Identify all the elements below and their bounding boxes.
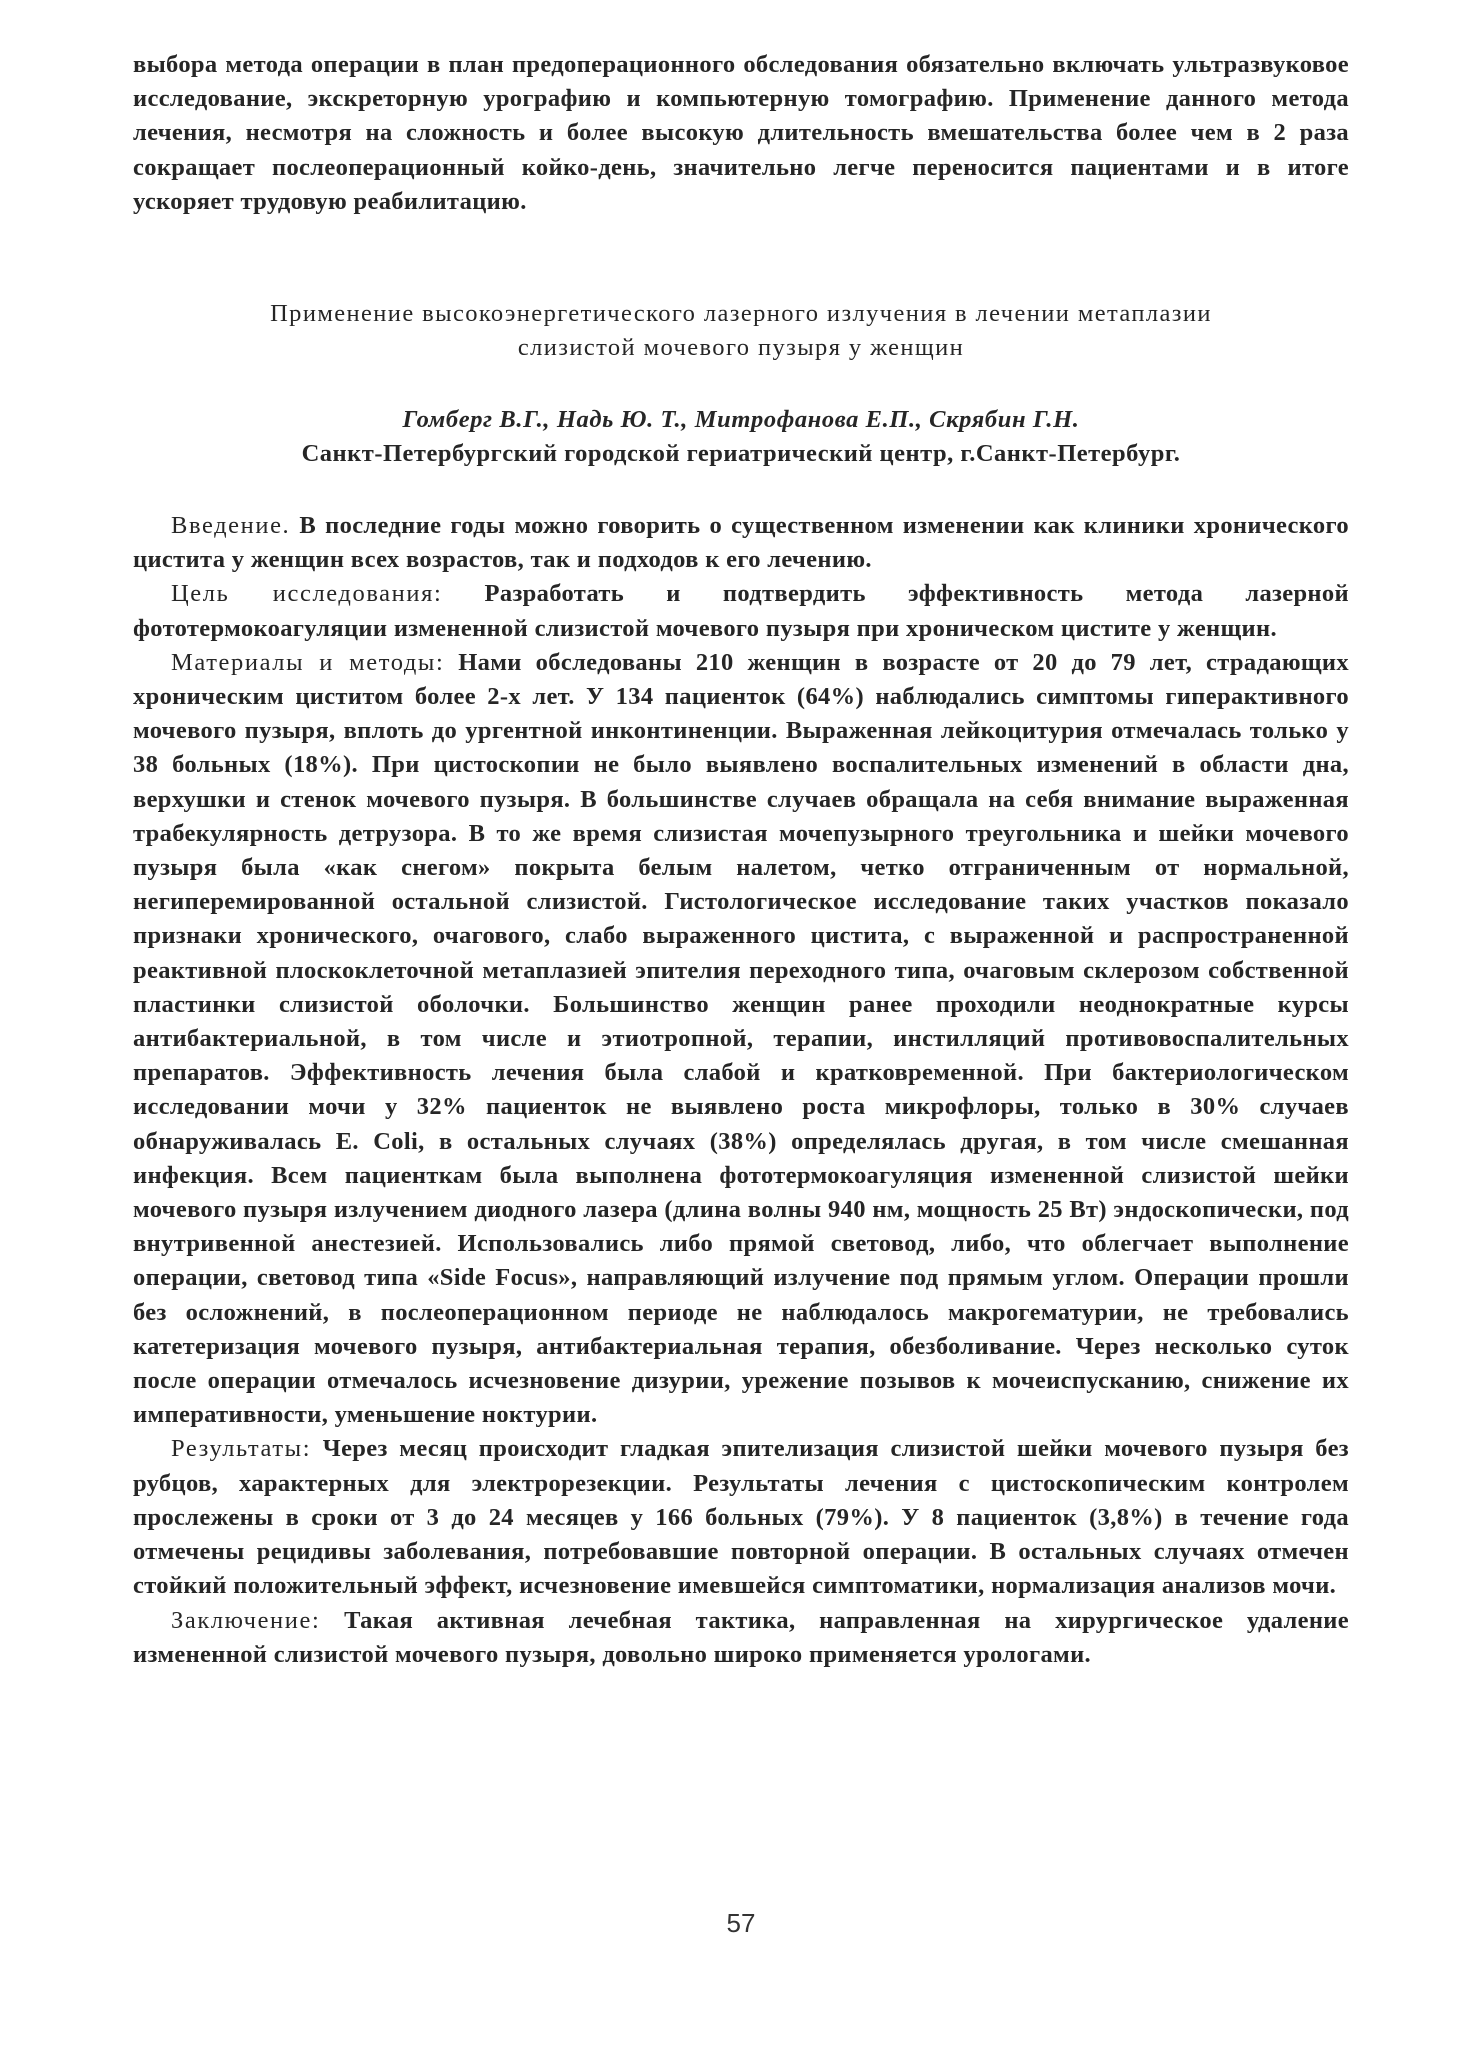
continued-paragraph: выбора метода операции в план предоперационного обследования обязательно включать ультразвуковое исследование, экскреторную урографию и компьютерную томографию. Применение данного метода лечения, несмотря на сложность и более высокую длительность вмешательства более чем в 2 раза сокращает послеоперационный койко-день, значительно легче переносится пациентами и в итоге ускоряет трудовую реабилитацию. bbox=[133, 51, 1349, 215]
introduction-label: Введение. bbox=[171, 512, 291, 539]
results-label: Результаты: bbox=[171, 1435, 312, 1463]
article-body bbox=[133, 509, 1349, 1672]
article-title-line-1: Применение высокоэнергетического лазерного излучения в лечении метаплазии bbox=[270, 300, 1212, 327]
methods-label: Материалы и методы: bbox=[171, 648, 445, 676]
introduction-text: В последние годы можно говорить о существенном изменении как клиники хронического цистита у женщин всех возрастов, так и подходов к его лечению. bbox=[133, 512, 1349, 574]
conclusion-label: Заключение: bbox=[171, 1606, 321, 1634]
results-paragraph bbox=[133, 1432, 1349, 1603]
aim-text: Разработать и подтвердить эффективность метода лазерной фототермокоагуляции измененной слизистой мочевого пузыря при хроническом цистите у женщин. bbox=[133, 580, 1349, 642]
conclusion-text: Такая активная лечебная тактика, направленная на хирургическое удаление измененной слизистой мочевого пузыря, довольно широко применяется урологами. bbox=[133, 1606, 1349, 1668]
article-title bbox=[133, 297, 1349, 365]
aim-label: Цель исследования: bbox=[171, 580, 443, 608]
introduction-paragraph bbox=[133, 509, 1349, 577]
results-text: Через месяц происходит гладкая эпителизация слизистой шейки мочевого пузыря без рубцов, характерных для электрорезекции. Результаты лечения с цистоскопическим контролем прослежены в сроки от 3 до 24 месяцев у 166 больных (79%). У 8 пациенток (3,8%) в течение года отмечены рецидивы заболевания, потребовавшие повторной операции. В остальных случаях отмечен стойкий положительный эффект, исчезновение имевшейся симптоматики, нормализация анализов мочи. bbox=[133, 1435, 1350, 1600]
methods-paragraph bbox=[133, 646, 1349, 1433]
continued-paragraph-block bbox=[133, 48, 1349, 219]
authors-line: Гомберг В.Г., Надь Ю. Т., Митрофанова Е.П., Скрябин Г.Н. bbox=[402, 406, 1080, 433]
page-number: 57 bbox=[726, 1908, 756, 1938]
methods-text: Нами обследованы 210 женщин в возрасте от 20 до 79 лет, страдающих хроническим циститом более 2-х лет. У 134 пациенток (64%) наблюдались симптомы гиперактивного мочевого пузыря, вплоть до ургентной инконтиненции. Выраженная лейкоцитурия отмечалась только у 38 больных (18%). При цистоскопии не было выявлено воспалительных изменений в области дна, верхушки и стенок мочевого пузыря. В большинстве случаев обращала на себя внимание выраженная трабекулярность детрузора. В то же время слизистая мочепузырного треугольника и шейки мочевого пузыря была «как снегом» покрыта белым налетом, четко отграниченным от нормальной, негиперемированной остальной слизистой. Гистологическое исследование таких участков показало признаки хронического, очагового, слабо выраженного цистита, с выраженной и распространенной реактивной плоскоклеточной метаплазией эпителия переходного типа, очаговым склерозом собственной пластинки слизистой оболочки. Большинство женщин ранее проходили неоднократные курсы антибактериальной, в том числе и этиотропной, терапии, инстилляций противовоспалительных препаратов. Эффективность лечения была слабой и кратковременной. При бактериологическом исследовании мочи у 32% пациенток не выявлено роста микрофлоры, только в 30% случаев обнаруживалась E. Coli, в остальных случаях (38%) определялась другая, в том числе смешанная инфекция. Всем пациенткам была выполнена фототермокоагуляция измененной слизистой шейки мочевого пузыря излучением диодного лазера (длина волны 940 нм, мощность 25 Вт) эндоскопически, под внутривенной анестезией. Использовались либо прямой световод, либо, что облегчает выполнение операции, световод типа «Side Focus», направляющий излучение под прямым углом. Операции прошли без осложнений, в послеоперационном периоде не наблюдалось макрогематурии, не требовались катетеризация мочевого пузыря, антибактериальная терапия, обезболивание. Через несколько суток после операции отмечалось исчезновение дизурии, урежение позывов к мочеиспусканию, снижение их императивности, уменьшение ноктурии. bbox=[133, 648, 1349, 1429]
conclusion-paragraph bbox=[133, 1604, 1349, 1672]
article-title-line-2: слизистой мочевого пузыря у женщин bbox=[517, 334, 965, 361]
aim-paragraph bbox=[133, 577, 1349, 645]
affiliation-line: Санкт-Петербургский городской гериатрический центр, г.Санкт-Петербург. bbox=[301, 440, 1181, 467]
